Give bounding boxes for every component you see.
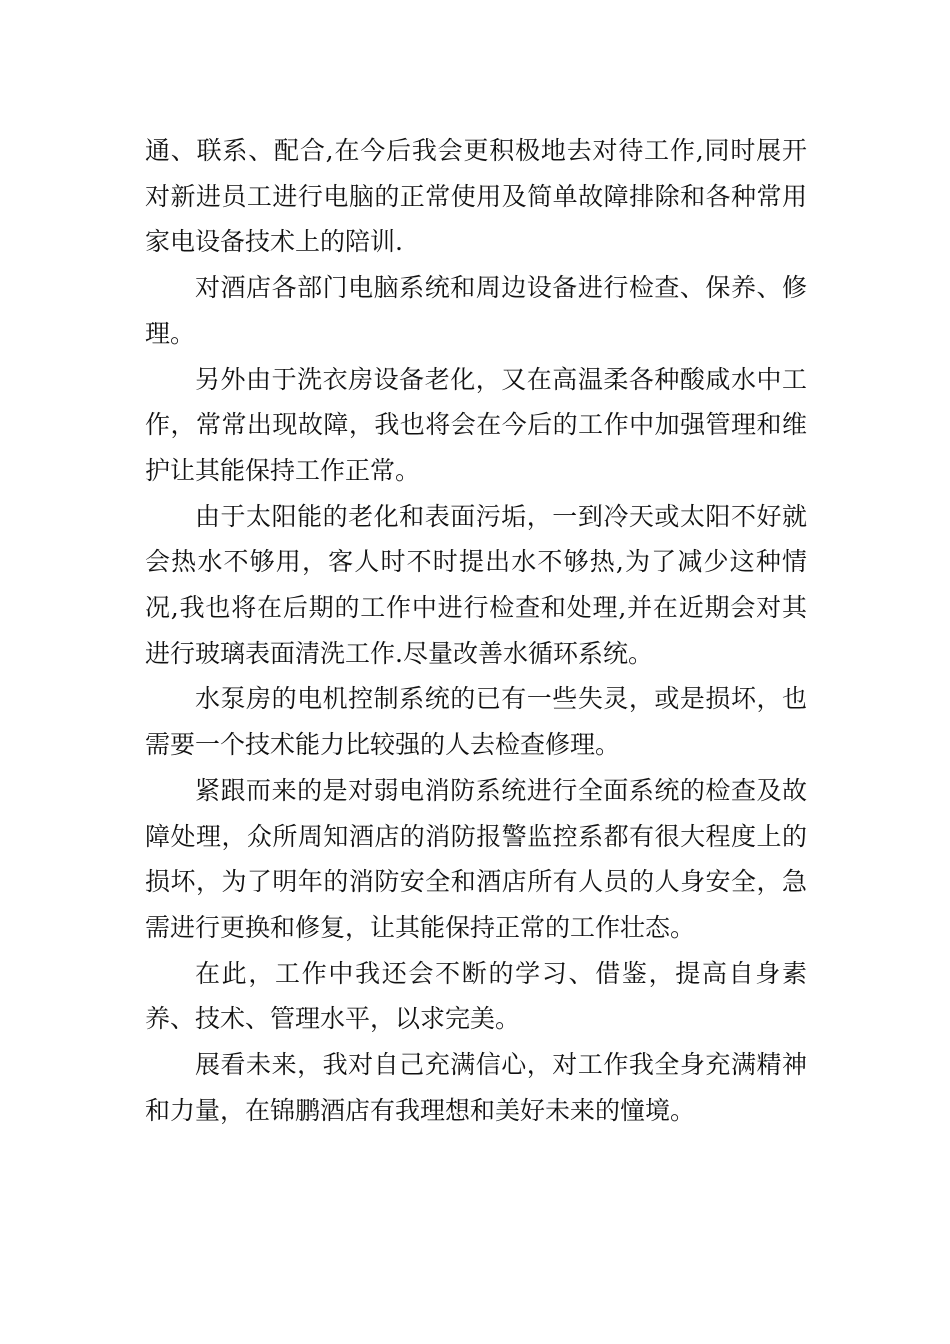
paragraph-7: 在此，工作中我还会不断的学习、借鉴，提高自身素养、技术、管理水平，以求完美。 xyxy=(145,958,807,1034)
paragraph-3: 另外由于洗衣房设备老化，又在高温柔各种酸咸水中工作，常常出现故障，我也将会在今后的工作中加强管理和维护让其能保持工作正常。 xyxy=(145,364,807,485)
paragraph-2: 对酒店各部门电脑系统和周边设备进行检查、保养、修理。 xyxy=(145,273,807,348)
paragraph-1: 通、联系、配合,在今后我会更积极地去对待工作,同时展开对新进员工进行电脑的正常使用及简单故障排除和各种常用家电设备技术上的陪训. xyxy=(145,136,807,257)
document-page xyxy=(145,128,807,1133)
paragraph-6: 紧跟而来的是对弱电消防系统进行全面系统的检查及故障处理，众所周知酒店的消防报警监控系都有很大程度上的损坏，为了明年的消防安全和酒店所有人员的人身安全，急需进行更换和修复，让其能保持正常的工作壮态。 xyxy=(145,775,807,942)
paragraph-8: 展看未来，我对自己充满信心，对工作我全身充满精神和力量，在锦鹏酒店有我理想和美好未来的憧境。 xyxy=(145,1050,807,1125)
paragraph-5: 水泵房的电机控制系统的已有一些失灵，或是损坏，也需要一个技术能力比较强的人去检查修理。 xyxy=(145,684,807,760)
paragraph-4: 由于太阳能的老化和表面污垢，一到冷天或太阳不好就会热水不够用，客人时不时提出水不够热,为了减少这种情况,我也将在后期的工作中进行检查和处理,并在近期会对其进行玻璃表面清洗工作.尽量改善水循环系统。 xyxy=(145,501,807,668)
